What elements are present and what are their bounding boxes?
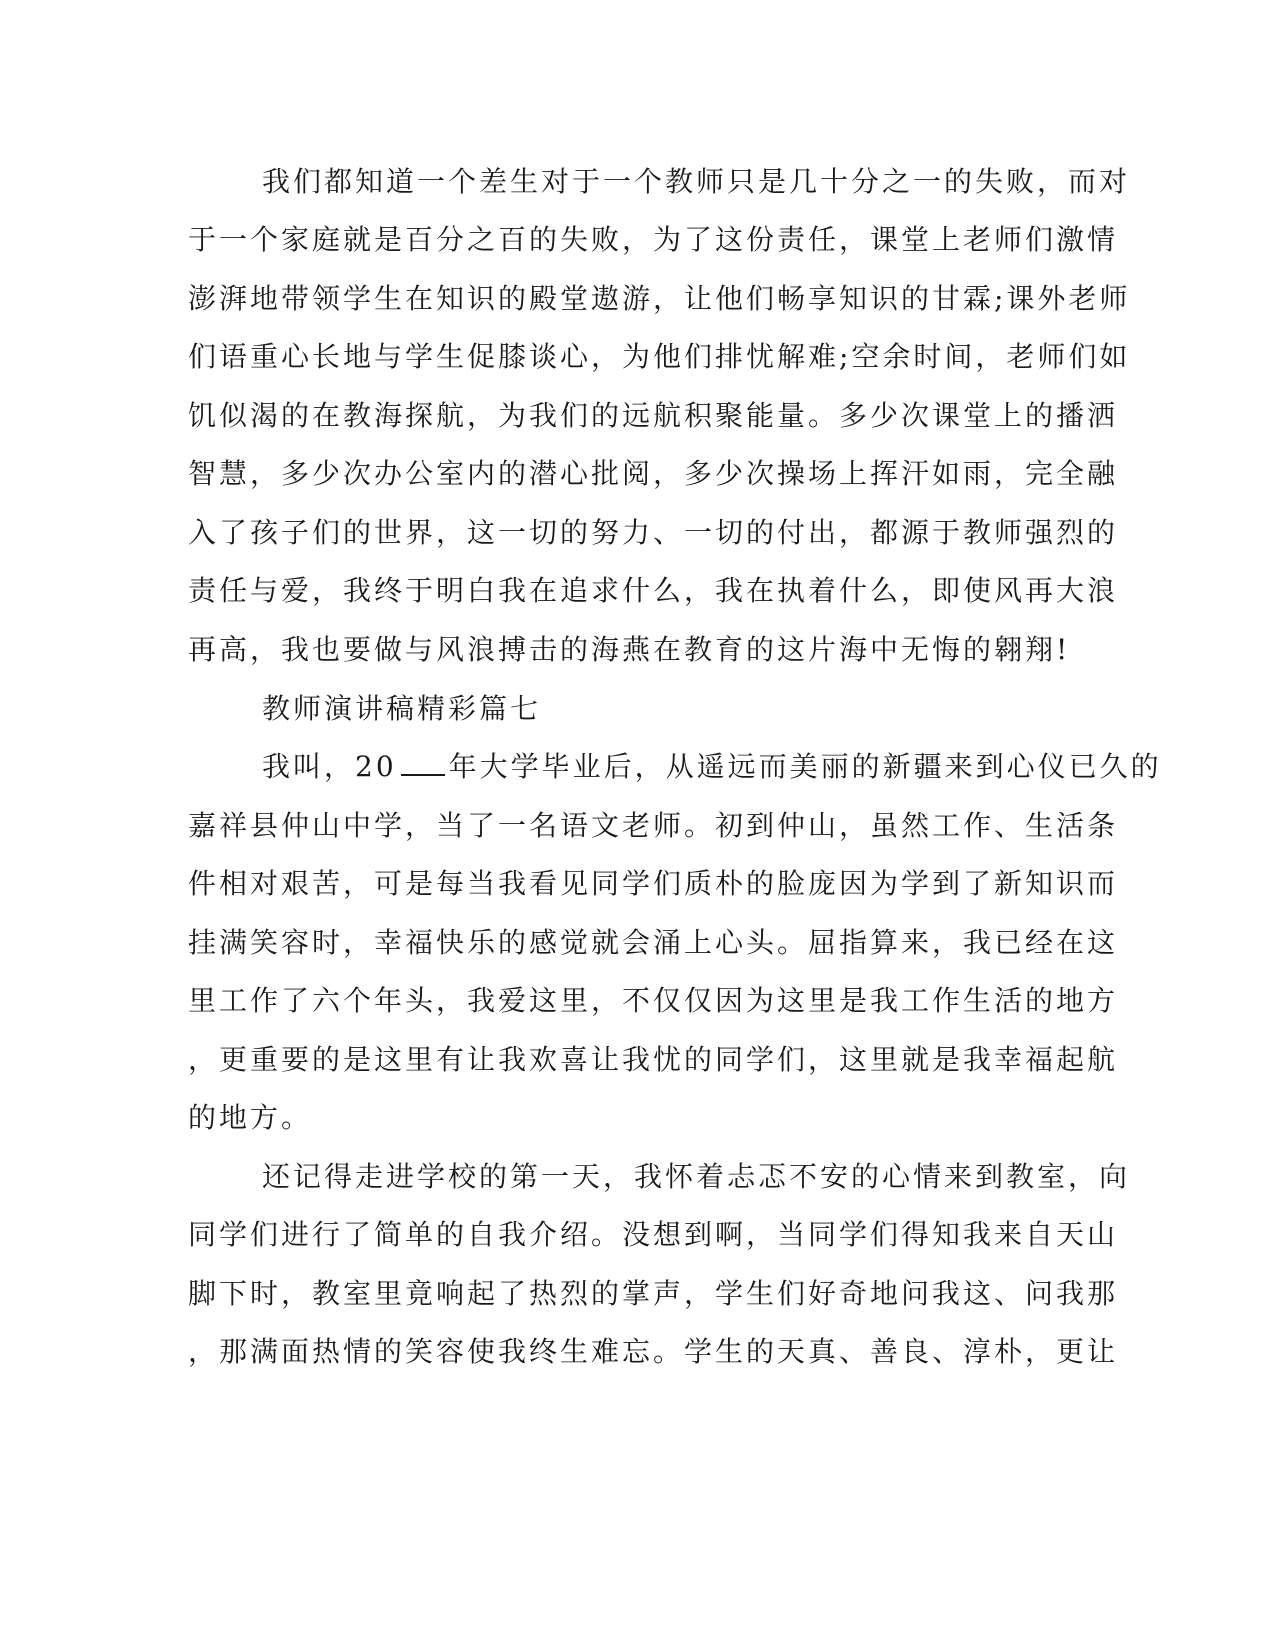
section-heading: 教师演讲稿精彩篇七: [262, 692, 542, 725]
paragraph-1-line-8: 责任与爱，我终于明白我在追求什么，我在执着什么，即使风再大浪: [188, 574, 1119, 607]
paragraph-2-line-1-prefix: 我叫，20: [262, 750, 397, 783]
paragraph-1-line-7: 入了孩子们的世界，这一切的努力、一切的付出，都源于教师强烈的: [188, 516, 1119, 549]
paragraph-1-line-5: 饥似渴的在教海探航，为我们的远航积聚能量。多少次课堂上的播洒: [188, 399, 1119, 432]
paragraph-2-line-1: [262, 747, 1162, 787]
paragraph-3-line-1: 还记得走进学校的第一天，我怀着忐忑不安的心情来到教室，向: [262, 1160, 1131, 1193]
paragraph-2-line-2: 嘉祥县仲山中学，当了一名语文老师。初到仲山，虽然工作、生活条: [188, 809, 1119, 842]
paragraph-2-line-7: 的地方。: [188, 1101, 313, 1134]
paragraph-3-line-3: 脚下时，教室里竟响起了热烈的掌声，学生们好奇地问我这、问我那: [188, 1277, 1119, 1310]
paragraph-2-line-5: 里工作了六个年头，我爱这里，不仅仅因为这里是我工作生活的地方: [188, 984, 1119, 1017]
paragraph-1-line-1: 我们都知道一个差生对于一个教师只是几十分之一的失败，而对: [262, 165, 1131, 198]
paragraph-1-line-6: 智慧，多少次办公室内的潜心批阅，多少次操场上挥汗如雨，完全融: [188, 457, 1119, 490]
paragraph-2-line-1-suffix: 年大学毕业后，从遥远而美丽的新疆来到心仪已久的: [448, 750, 1162, 783]
paragraph-3-line-2: 同学们进行了简单的自我介绍。没想到啊，当同学们得知我来自天山: [188, 1218, 1119, 1251]
paragraph-3-line-4: ，那满面热情的笑容使我终生难忘。学生的天真、善良、淳朴，更让: [188, 1335, 1119, 1368]
paragraph-2-line-3: 件相对艰苦，可是每当我看见同学们质朴的脸庞因为学到了新知识而: [188, 867, 1119, 900]
paragraph-2-line-4: 挂满笑容时，幸福快乐的感觉就会涌上心头。屈指算来，我已经在这: [188, 926, 1119, 959]
paragraph-2-line-6: ，更重要的是这里有让我欢喜让我忧的同学们，这里就是我幸福起航: [188, 1043, 1119, 1076]
fill-in-blank: [401, 748, 445, 776]
paragraph-1-line-3: 澎湃地带领学生在知识的殿堂遨游，让他们畅享知识的甘霖;课外老师: [188, 282, 1131, 315]
paragraph-1-line-2: 于一个家庭就是百分之百的失败，为了这份责任，课堂上老师们激情: [188, 223, 1119, 256]
paragraph-1-line-9: 再高，我也要做与风浪搏击的海燕在教育的这片海中无悔的翱翔!: [188, 633, 1071, 666]
paragraph-1-line-4: 们语重心长地与学生促膝谈心，为他们排忧解难;空余时间，老师们如: [188, 340, 1131, 373]
